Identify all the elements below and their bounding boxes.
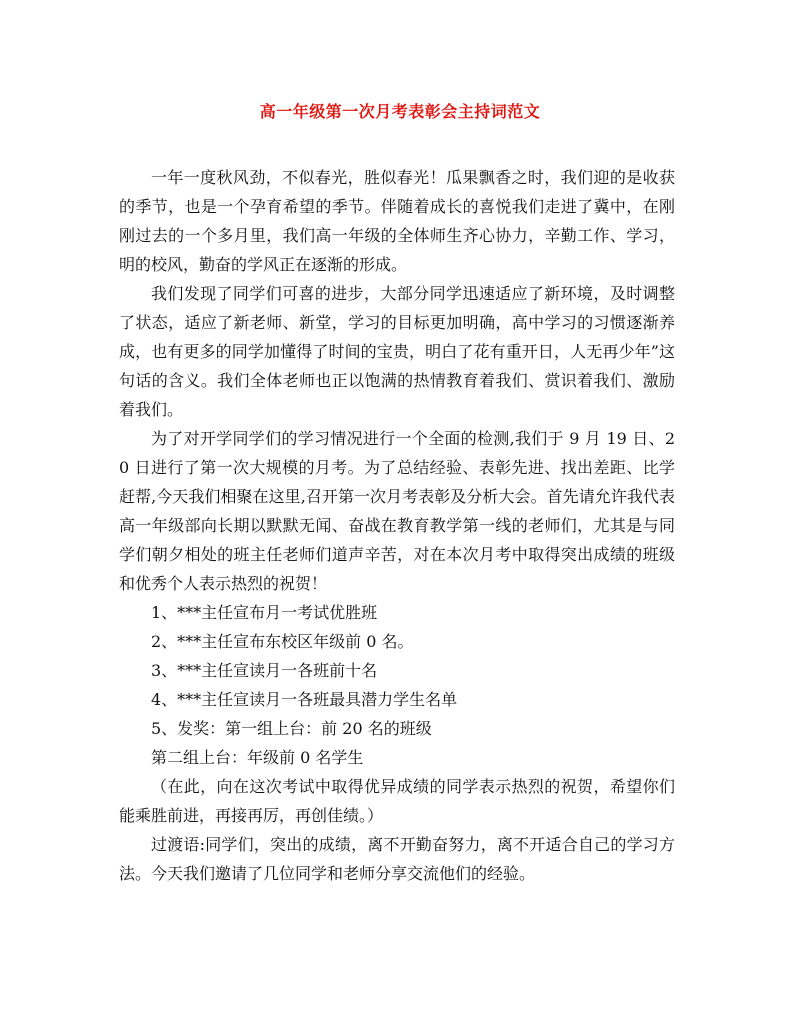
agenda-item-1: 1、***主任宣布月一考试优胜班 (151, 603, 378, 622)
paragraph-exam: 为了对开学同学们的学习情况进行一个全面的检测,我们于 9 月 19 日、20 日进行了第一次大规模的月考。为了总结经验、表彰先进、找出差距、比学赶帮,今天我们相聚在这里,召开第一次月考表彰及分析大会。首先请允许我代表高一年级部向长期以默默无闻、奋战在教育教学第一线的老师们，尤其是与同学们朝夕相处的班主任老师们道声辛苦，对在本次月考中取得突出成绩的班级和优秀个人表示热烈的祝贺！ (119, 429, 675, 593)
agenda-item-5: 5、发奖：第一组上台：前 20 名的班级 (151, 719, 432, 738)
paragraph-note: （在此，向在这次考试中取得优异成绩的同学表示热烈的祝贺，希望你们能乘胜前进，再接再厉，再创佳绩。） (119, 777, 675, 825)
agenda-item-3: 3、***主任宣读月一各班前十名 (151, 661, 378, 680)
paragraph-transition: 过渡语:同学们，突出的成绩，离不开勤奋努力，离不开适合自己的学习方法。今天我们邀请了几位同学和老师分享交流他们的经验。 (119, 835, 675, 883)
paragraph-opening: 一年一度秋风劲，不似春光，胜似春光！瓜果飘香之时，我们迎的是收获的季节，也是一个孕育希望的季节。伴随着成长的喜悦我们走进了冀中，在刚刚过去的一个多月里，我们高一年级的全体师生齐心协力，辛勤工作、学习，明的校风，勤奋的学风正在逐渐的形成。 (119, 168, 675, 274)
document-title: 高一年级第一次月考表彰会主持词范文 (259, 102, 541, 121)
document-body (119, 163, 675, 888)
agenda-item-4: 4、***主任宣读月一各班最具潜力学生名单 (151, 690, 458, 709)
paragraph-progress: 我们发现了同学们可喜的进步，大部分同学迅速适应了新环境，及时调整了状态，适应了新老师、新堂，学习的目标更加明确，高中学习的习惯逐渐养成，也有更多的同学加懂得了时间的宝贵，明白了花有重开日，人无再少年”这句话的含义。我们全体老师也正以饱满的热情教育着我们、赏识着我们、激励着我们。 (119, 284, 675, 419)
agenda-item-2: 2、***主任宣布东校区年级前 0 名。 (151, 632, 414, 651)
agenda-item-6: 第二组上台：年级前 0 名学生 (151, 748, 364, 767)
